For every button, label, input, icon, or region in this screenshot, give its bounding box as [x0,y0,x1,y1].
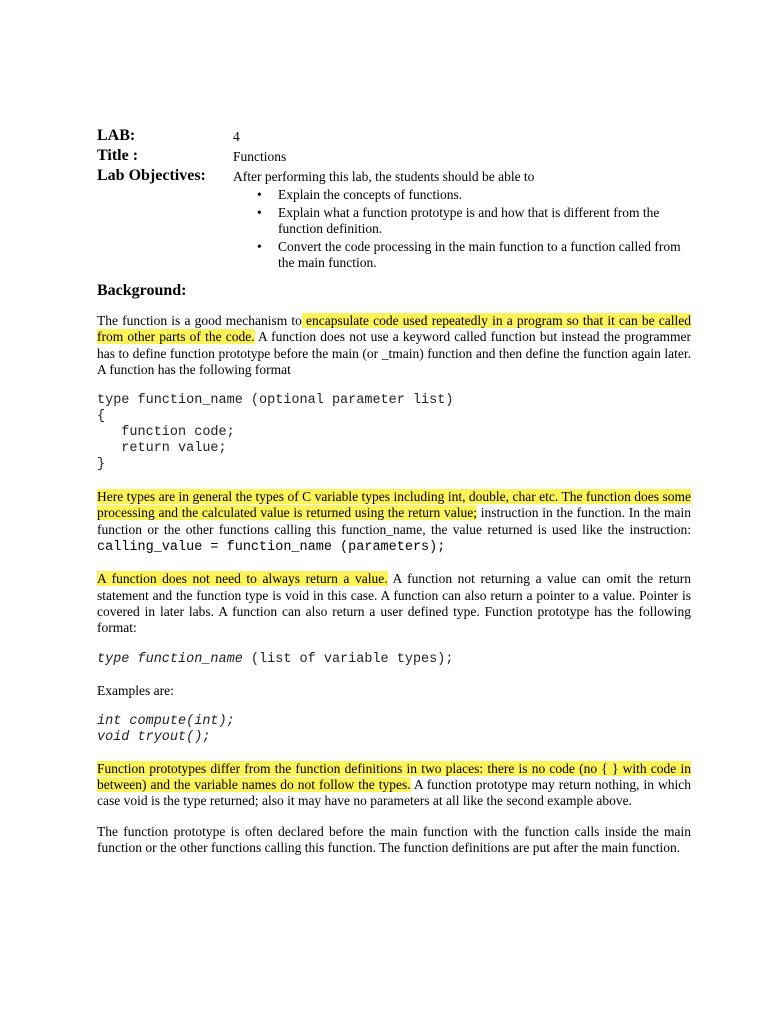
objectives-list [255,187,691,271]
highlight: Function prototypes differ from the function definitions in two places: there is no code (no { } with code in between) and the variable names do not follow the types. [97,760,691,793]
inline-code: calling_value = function_name (parameters); [97,540,446,556]
objectives-label: Lab Objectives: [97,167,206,184]
highlight: A function does not need to always return a value. [97,571,388,587]
title-label: Title : [97,147,139,164]
lab-value: 4 [233,129,240,144]
code-block-prototype: type function_name (list of variable types); [97,651,454,667]
objectives-row [97,166,691,186]
code-block-examples: int compute(int); void tryout(); [97,713,235,745]
highlight: Here types are in general the types of C variable types including int, double, char etc. The function does some processing and the calculated value is returned using the return value; [97,489,691,521]
title-row [97,146,691,166]
objective-item: • Convert the code processing in the main function to a function called from the main function. [257,239,681,270]
examples-label: Examples are: [97,682,174,698]
objective-item: • Explain what a function prototype is and how that is different from the function definition. [257,205,660,236]
paragraph-intro: The function is a good mechanism to encapsulate code used repeatedly in a program so that it can be called from other parts of the code. A function does not use a keyword called function but instead the programmer has to define function prototype before the main (or _tmain) function and then define the function again later. A function has the following format [97,313,691,377]
bullet-icon: • [257,187,262,202]
paragraph-differences: Function prototypes differ from the function definitions in two places: there is no code (no { } with code in between) and the variable names do not follow the types. A function prototype may return nothing, in which case void is the type returned; also it may have no parameters at all like the second example above. [97,760,692,809]
document-page [97,126,691,856]
code-block-format: type function_name (optional parameter list) { function code; return value; } [97,393,454,473]
bullet-icon: • [257,239,262,254]
paragraph-return: A function does not need to always return a value. A function not returning a value can omit the return statement and the function type is void in this case. A function can also return a pointer to a value. Pointer is covered in later labs. A function can also return a user defined type. Function prototype has the following format: [97,571,691,636]
paragraph-declaration: The function prototype is often declared before the main function with the function calls inside the main function or the other functions calling this function. The function definitions are put after the main function. [97,823,691,856]
title-value: Functions [233,149,287,164]
objective-item: • Explain the concepts of functions. [257,187,463,202]
highlight: encapsulate code used repeatedly in a program so that it can be called from other parts of the code. [97,313,691,345]
bullet-icon: • [257,205,262,220]
objectives-intro: After performing this lab, the students should be able to [233,169,535,184]
lab-row [97,126,691,146]
background-heading: Background: [97,282,187,299]
paragraph-types: Here types are in general the types of C variable types including int, double, char etc. The function does some processing and the calculated value is returned using the return value; instruction in the function. In the main function or the other functions calling this function_name, the value returned is used like the instruction: calling_value = function_name (parameters); [97,489,691,556]
lab-label: LAB: [97,127,136,144]
